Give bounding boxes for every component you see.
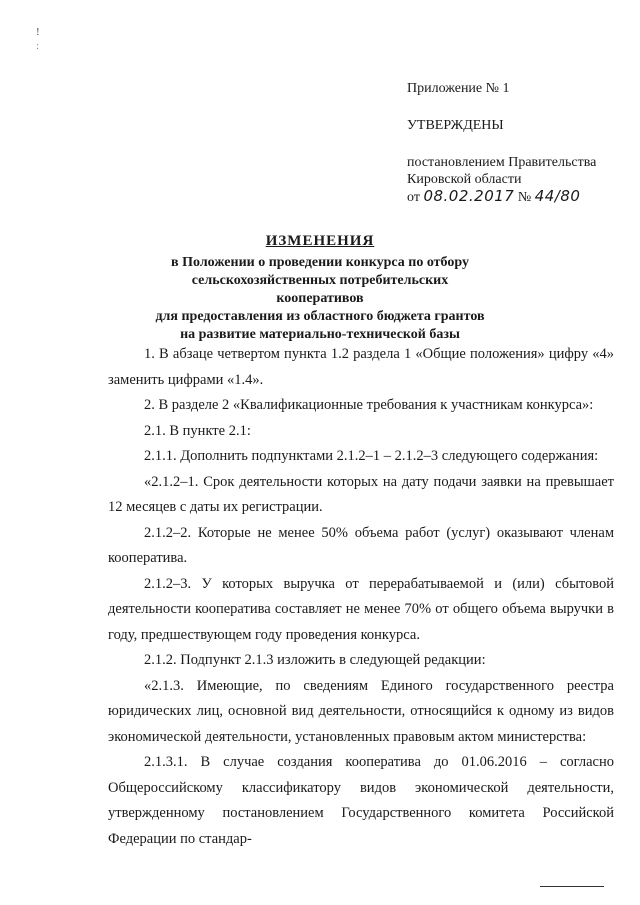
body-paragraph: 2. В разделе 2 «Квалификационные требования к участникам конкурса»: (144, 397, 594, 413)
date-prefix: от (407, 190, 420, 205)
body-paragraph: «2.1.3. Имеющие, по сведениям Единого государственного реестра юридических лиц, основной вид деятельности, относящийся к одному из видов экономической деятельности, установленных правовым актом министерства: (108, 677, 614, 745)
body-paragraph: 2.1. В пункте 2.1: (144, 422, 251, 439)
number-prefix: № (517, 190, 532, 205)
handwritten-number: 44/80 (534, 187, 581, 205)
body-paragraph: 2.1.2–3. У которых выручка от перерабатываемой и (или) сбытовой деятельности кооператива составляет не менее 70% от общего объема выручки в году, предшествующем году проведения конкурса. (108, 575, 614, 643)
title-line: на развитие материально-технической базы (180, 327, 460, 342)
title-line: в Положении о проведении конкурса по отбору (171, 255, 469, 270)
annex-label: Приложение № 1 (407, 81, 510, 96)
decree-date-number (407, 188, 632, 206)
body-paragraph: 2.1.2. Подпункт 2.1.3 изложить в следующей редакции: (144, 652, 486, 668)
body-paragraph: 2.1.3.1. В случае создания кооператива до 01.06.2016 – согласно Общероссийскому классификатору видов экономической деятельности, утвержденному постановлением Государственного комитета Российской Федерации по стандар- (108, 754, 614, 847)
issuer-line: Кировской области (407, 172, 522, 187)
body-paragraph: 1. В абзаце четвертом пункта 1.2 раздела 1 «Общие положения» цифру «4» заменить цифрами «1.4». (108, 346, 614, 388)
body-paragraph: 2.1.2–2. Которые не менее 50% объема работ (услуг) оказывают членам кооператива. (108, 524, 614, 566)
scan-edge-mark: ! (36, 26, 40, 38)
document-title (150, 232, 490, 344)
title-line: сельскохозяйственных потребительских кооперативов (191, 273, 449, 306)
footer-rule (540, 886, 604, 887)
handwritten-date: 08.02.2017 (423, 187, 515, 205)
approval-block (407, 80, 632, 206)
title-main: ИЗМЕНЕНИЯ (265, 233, 375, 249)
body-paragraph: 2.1.1. Дополнить подпунктами 2.1.2–1 – 2.1.2–3 следующего содержания: (144, 448, 599, 464)
scan-edge-mark: : (36, 40, 40, 52)
approved-label: УТВЕРЖДЕНЫ (407, 118, 504, 133)
issuer-line: постановлением Правительства (407, 155, 597, 170)
document-body (108, 342, 614, 852)
body-paragraph: «2.1.2–1. Срок деятельности которых на дату подачи заявки на превышает 12 месяцев с даты их регистрации. (108, 473, 614, 515)
title-line: для предоставления из областного бюджета грантов (155, 309, 485, 324)
issuer-block (407, 154, 632, 206)
